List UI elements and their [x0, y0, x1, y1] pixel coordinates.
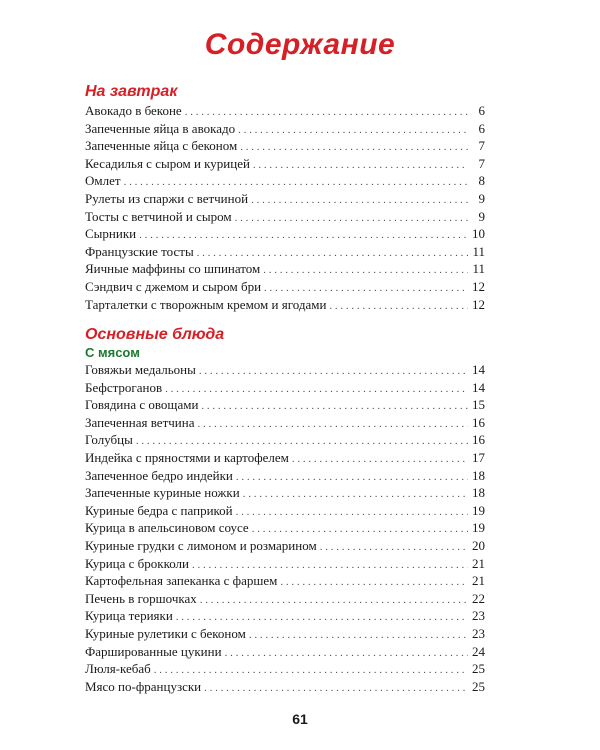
entry-page: 20	[472, 537, 485, 553]
entry-page: 23	[472, 608, 485, 624]
entry-page: 21	[472, 573, 485, 589]
entry-title: Куриные рулетики с беконом	[85, 625, 246, 641]
breakfast-section	[85, 82, 485, 313]
toc-entry	[85, 243, 485, 261]
page-number: 61	[292, 711, 308, 727]
breakfast-heading: На завтрак	[85, 83, 178, 100]
dot-leader	[201, 398, 468, 416]
dot-leader	[199, 363, 468, 381]
toc-entry	[85, 572, 485, 590]
dot-leader	[236, 469, 468, 487]
entry-page: 19	[472, 502, 485, 518]
breakfast-list	[85, 102, 485, 313]
toc-entry	[85, 172, 485, 190]
toc-entry	[85, 678, 485, 696]
entry-page: 11	[472, 261, 485, 277]
meat-subheading: С мясом	[85, 345, 140, 360]
entry-title: Куриные бедра с паприкой	[85, 502, 233, 518]
entry-page: 15	[472, 397, 485, 413]
entry-page: 22	[472, 590, 485, 606]
dot-leader	[240, 139, 468, 157]
toc-entry	[85, 137, 485, 155]
toc-entry	[85, 296, 485, 314]
entry-page: 7	[478, 155, 485, 171]
entry-title: Сэндвич с джемом и сыром бри	[85, 278, 262, 294]
entry-title: Запеченные яйца в авокадо	[85, 120, 236, 136]
entry-page: 18	[472, 485, 485, 501]
dot-leader	[197, 416, 468, 434]
entry-page: 10	[472, 226, 485, 242]
toc-entry	[85, 660, 485, 678]
toc-entry	[85, 537, 485, 555]
dot-leader	[329, 298, 468, 316]
entry-page: 11	[472, 243, 485, 259]
toc-entry	[85, 278, 485, 296]
entry-title: Люля-кебаб	[85, 661, 151, 677]
entry-page: 12	[472, 278, 485, 294]
toc-entry	[85, 208, 485, 226]
dot-leader	[263, 262, 468, 280]
entry-page: 14	[472, 362, 485, 377]
dot-leader	[292, 451, 468, 469]
toc-entry	[85, 102, 485, 120]
entry-page: 6	[478, 120, 485, 136]
dot-leader	[200, 592, 468, 610]
toc-entry	[85, 590, 485, 608]
page-title: Содержание	[204, 28, 396, 61]
entry-page: 17	[472, 449, 485, 465]
toc-entry	[85, 519, 485, 537]
entry-title: Курица с брокколи	[85, 555, 190, 571]
entry-title: Говядина с овощами	[85, 397, 199, 413]
toc-entry	[85, 431, 485, 449]
toc-entry	[85, 225, 485, 243]
dot-leader	[225, 645, 468, 663]
entry-page: 16	[472, 414, 485, 430]
toc-entry	[85, 625, 485, 643]
entry-page: 9	[478, 208, 485, 224]
entry-page: 23	[472, 625, 485, 641]
dot-leader	[165, 381, 468, 399]
entry-page: 9	[478, 190, 485, 206]
entry-title: Рулеты из спаржи с ветчиной	[85, 190, 249, 206]
entry-page: 18	[472, 467, 485, 483]
dot-leader	[204, 680, 468, 698]
entry-title: Яичные маффины со шпинатом	[85, 261, 261, 277]
entry-title: Запеченные яйца с беконом	[85, 138, 238, 154]
toc-entry	[85, 120, 485, 138]
toc-entry	[85, 449, 485, 467]
entry-title: Картофельная запеканка с фаршем	[85, 573, 278, 589]
main-courses-section	[85, 325, 485, 695]
entry-title: Мясо по-французски	[85, 678, 202, 694]
entry-page: 14	[472, 379, 485, 395]
toc-entry	[85, 379, 485, 397]
dot-leader	[235, 210, 468, 228]
dot-leader	[280, 574, 468, 592]
entry-title: Сырники	[85, 226, 137, 242]
entry-page: 7	[478, 138, 485, 154]
entry-page: 25	[472, 661, 485, 677]
dot-leader	[243, 486, 468, 504]
main-courses-heading: Основные блюда	[85, 326, 225, 343]
entry-page: 12	[472, 296, 485, 312]
toc-entry	[85, 555, 485, 573]
toc-entry	[85, 414, 485, 432]
entry-page: 6	[478, 103, 485, 118]
entry-title: Фаршированные цукини	[85, 643, 222, 659]
toc-entry	[85, 155, 485, 173]
dot-leader	[320, 539, 468, 557]
entry-title: Печень в горшочках	[85, 590, 197, 606]
entry-title: Тосты с ветчиной и сыром	[85, 208, 232, 224]
entry-title: Голубцы	[85, 432, 133, 448]
dot-leader	[251, 192, 468, 210]
entry-title: Курица в апельсиновом соусе	[85, 520, 249, 536]
entry-page: 21	[472, 555, 485, 571]
entry-title: Французские тосты	[85, 243, 194, 259]
toc-entry	[85, 467, 485, 485]
entry-title: Кесадилья с сыром и курицей	[85, 155, 250, 171]
toc-entry	[85, 502, 485, 520]
dot-leader	[238, 122, 468, 140]
toc-entry	[85, 484, 485, 502]
toc-entry	[85, 643, 485, 661]
entry-page: 19	[472, 520, 485, 536]
entry-page: 16	[472, 432, 485, 448]
entry-title: Индейка с пряностями и картофелем	[85, 449, 289, 465]
entry-title: Запеченные куриные ножки	[85, 485, 240, 501]
entry-title: Говяжьи медальоны	[85, 362, 196, 377]
entry-title: Запеченное бедро индейки	[85, 467, 233, 483]
entry-page: 25	[472, 678, 485, 694]
entry-title: Запеченная ветчина	[85, 414, 195, 430]
toc-entry	[85, 396, 485, 414]
entry-title: Куриные грудки с лимоном и розмарином	[85, 537, 317, 553]
toc-entry	[85, 260, 485, 278]
entry-title: Бефстроганов	[85, 379, 163, 395]
meat-list	[85, 361, 485, 695]
toc-entry	[85, 190, 485, 208]
entry-title: Тарталетки с творожным кремом и ягодами	[85, 296, 327, 312]
entry-page: 8	[478, 173, 485, 189]
toc-entry	[85, 607, 485, 625]
entry-title: Авокадо в беконе	[85, 103, 182, 118]
dot-leader	[253, 157, 468, 175]
dot-leader	[236, 504, 468, 522]
entry-title: Курица терияки	[85, 608, 173, 624]
dot-leader	[249, 627, 468, 645]
entry-page: 24	[472, 643, 485, 659]
entry-title: Омлет	[85, 173, 121, 189]
toc-entry	[85, 361, 485, 379]
